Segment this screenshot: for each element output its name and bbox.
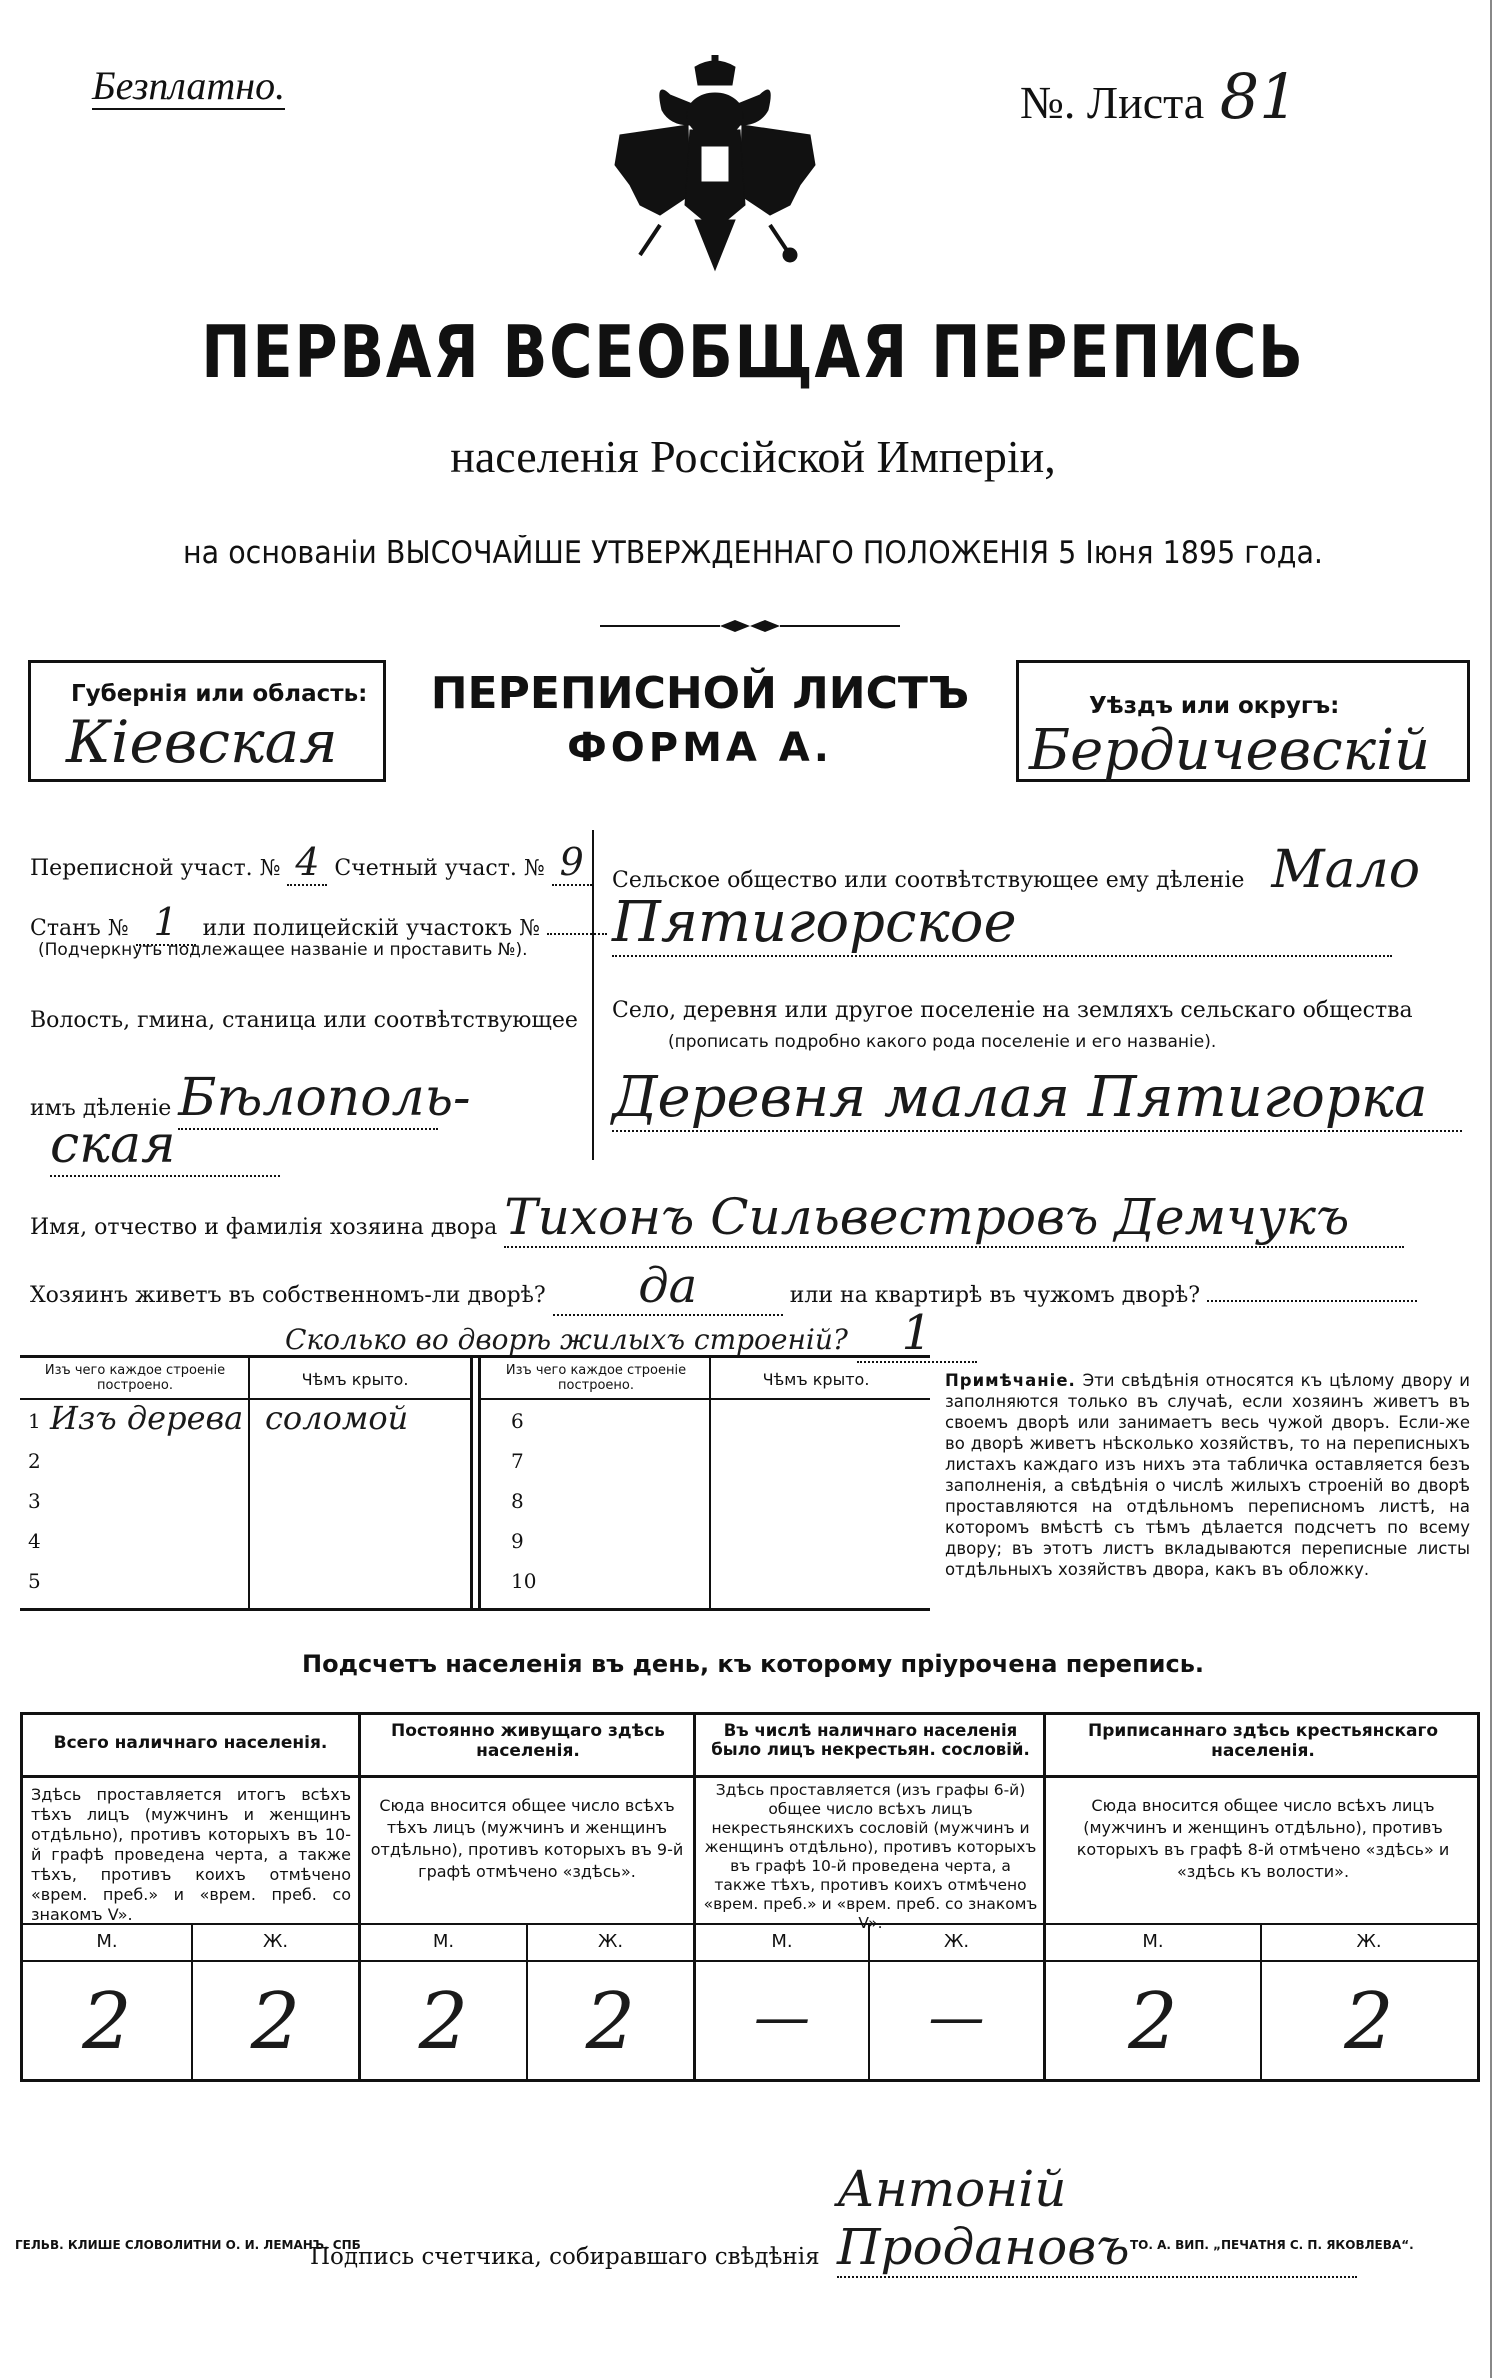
gubernia-label: Губернія или область: xyxy=(71,681,368,707)
pop-col1-m-label: М. xyxy=(96,1931,118,1952)
village-label: Село, деревня или другое поселеніе на земляхъ сельскаго общества xyxy=(612,998,1413,1023)
col-material-header-left: Изъ чего каждое строеніе построено. xyxy=(44,1363,226,1393)
pop-col1-desc: Здѣсь проставляется итогъ всѣхъ тѣхъ лицъ (мужчинъ и женщинъ отдѣльно), противъ которыхъ въ 10-й графѣ проведена черта, а также тѣхъ, противъ коихъ отмѣчено «врем. преб.» и «врем. преб. со знакомъ V». xyxy=(31,1785,351,1924)
census-area-field: Переписной участ. № 4 Счетный участ. № 9 xyxy=(30,840,592,886)
underline-note: (Подчеркнуть подлежащее названіе и проставить №). xyxy=(38,940,528,960)
table-row: 6 xyxy=(511,1409,524,1433)
gubernia-box xyxy=(28,660,386,782)
gubernia-value: Кіевская xyxy=(66,708,338,776)
table-row: 8 xyxy=(511,1489,524,1513)
pop-col2-desc: Сюда вносится общее число всѣхъ тѣхъ лицъ (мужчинъ и женщинъ отдѣльно), противъ которыхъ въ 9-й графѣ отмѣчено «здѣсь». xyxy=(370,1796,684,1881)
note-heading: Примѣчаніе. xyxy=(945,1371,1076,1390)
table-row: 1 Изъ дерева соломой xyxy=(28,1399,409,1437)
printer-left: ГЕЛЬВ. КЛИШЕ СЛОВОЛИТНИ О. И. ЛЕМАНЪ. СПБ xyxy=(15,2238,361,2252)
owner-field: Имя, отчество и фамилія хозяина двора Тихонъ Сильвестровъ Демчукъ xyxy=(30,1188,1404,1248)
pop-col3-m-label: М. xyxy=(771,1931,793,1952)
col-roof-header-right: Чѣмъ крыто. xyxy=(762,1370,870,1389)
pop-col2-f-value: 2 xyxy=(585,1977,636,2067)
pop-col2-title: Постоянно живущаго здѣсь населенія. xyxy=(391,1721,665,1761)
pop-col4-desc: Сюда вносится общее число всѣхъ лицъ (мужчинъ и женщинъ отдѣльно), противъ которыхъ въ графѣ 8-й отмѣчено «здѣсь» и «здѣсь къ волости». xyxy=(1076,1796,1450,1881)
printer-right: ТО. А. ВИП. „ПЕЧАТНЯ С. П. ЯКОВЛЕВА“. xyxy=(1130,2238,1414,2252)
form-subtitle: ФОРМА А. xyxy=(567,725,833,771)
free-label: Безплатно. xyxy=(92,63,286,108)
table-row: 3 xyxy=(28,1489,41,1513)
society-value-cont: Пятигорское xyxy=(612,890,1392,957)
pop-col3-desc: Здѣсь проставляется (изъ графы 6-й) общее число всѣхъ лицъ некрестьянскихъ сословій (мужчинъ и женщинъ отдѣльно), противъ которыхъ въ графѣ 10-й проведена черта, а также тѣхъ, противъ коихъ отмѣчено «врем. преб.» и «врем. преб. со знакомъ V». xyxy=(703,1781,1038,1932)
buildings-count-field: Сколько во дворѣ жилыхъ строеній? 1 xyxy=(285,1305,977,1363)
pop-col4-f-value: 2 xyxy=(1344,1977,1394,2067)
pop-col1-title: Всего наличнаго населенія. xyxy=(53,1733,328,1753)
note-text: Эти свѣдѣнія относятся къ цѣлому двору и заполняются только въ случаѣ, если хозяинъ живетъ въ своемъ дворѣ или занимаетъ весь чужой дворъ. Если-же во дворѣ живетъ нѣсколько хозяйствъ, то на переписныхъ листахъ каждаго изъ нихъ эта табличка оставляется безъ заполненія, а свѣдѣнія о числѣ жилыхъ строеній во дворѣ проставляются на отдѣльномъ переписномъ листѣ, на которомъ вмѣстѣ съ тѣмъ дѣлается подсчетъ по всему двору; въ этотъ листъ вкладываются переписные листы отдѣльныхъ хозяйствъ двора, какъ въ обложку. xyxy=(945,1371,1471,1579)
pop-col1-f-label: Ж. xyxy=(262,1931,289,1952)
subtitle: населенія Россійской Имперіи, xyxy=(450,431,1056,482)
note-block xyxy=(945,1370,1470,1580)
table-row: 9 xyxy=(511,1529,524,1553)
sheet-number: №. Листа 81 xyxy=(1020,60,1299,133)
population-table xyxy=(20,1712,1480,2082)
pop-col2-m-value: 2 xyxy=(418,1977,469,2067)
main-title: ПЕРВАЯ ВСЕОБЩАЯ ПЕРЕПИСЬ xyxy=(201,310,1305,394)
population-heading: Подсчетъ населенія въ день, къ которому пріурочена перепись. xyxy=(302,1650,1204,1678)
pop-col3-f-label: Ж. xyxy=(943,1931,970,1952)
buildings-table xyxy=(20,1355,930,1611)
signature-field: Подпись счетчика, собиравшаго свѣдѣнія Антоній Продановъ xyxy=(310,2160,1357,2278)
basis-line: на основаніи ВЫСОЧАЙШЕ УТВЕРЖДЕННАГО ПОЛОЖЕНІЯ 5 Іюня 1895 года. xyxy=(183,535,1323,571)
pop-col3-m-value: — xyxy=(754,1985,810,2050)
ornament-divider xyxy=(600,618,900,632)
stan-field: Станъ № 1 или полицейскій участокъ № xyxy=(30,900,607,946)
table-row: 10 xyxy=(511,1569,537,1593)
society-field: Сельское общество или соотвѣтствующее ему дѣленіе Мало xyxy=(612,840,1421,900)
pop-col4-m-value: 2 xyxy=(1128,1977,1178,2067)
table-row: 2 xyxy=(28,1449,41,1473)
table-row: 7 xyxy=(511,1449,524,1473)
fields-divider xyxy=(592,830,594,1160)
col-material-header-right: Изъ чего каждое строеніе построено. xyxy=(505,1363,687,1393)
pop-col1-m-value: 2 xyxy=(82,1977,132,2067)
pop-col2-f-label: Ж. xyxy=(597,1931,624,1952)
village-note: (прописать подробно какого рода поселеніе и его названіе). xyxy=(668,1032,1217,1052)
page-edge xyxy=(1490,0,1492,2378)
coat-of-arms-icon xyxy=(600,55,830,280)
pop-col4-m-label: М. xyxy=(1142,1931,1164,1952)
volost-label: Волость, гмина, станица или соотвѣтствующее xyxy=(30,1008,578,1033)
uezd-label: Уѣздъ или округъ: xyxy=(1089,693,1340,719)
table-row: 4 xyxy=(28,1529,41,1553)
pop-col2-m-label: М. xyxy=(432,1931,455,1952)
uezd-box xyxy=(1016,660,1470,782)
pop-col4-f-label: Ж. xyxy=(1356,1931,1382,1952)
own-yard-field: Хозяинъ живетъ въ собственномъ-ли дворѣ? да или на квартирѣ въ чужомъ дворѣ? xyxy=(30,1258,1417,1316)
pop-col4-title: Приписаннаго здѣсь крестьянскаго населенія. xyxy=(1087,1721,1439,1761)
volost-value-cont: ская xyxy=(50,1115,280,1177)
volost-field: имъ дѣленіе Бѣлополь- xyxy=(30,1068,471,1128)
col-roof-header-left: Чѣмъ крыто. xyxy=(301,1370,409,1389)
pop-col3-title: Въ числѣ наличнаго населенія было лицъ некрестьян. сословій. xyxy=(711,1721,1030,1759)
table-row: 5 xyxy=(28,1569,41,1593)
form-title: ПЕРЕПИСНОЙ ЛИСТЪ xyxy=(430,668,970,719)
uezd-value: Бердичевскій xyxy=(1029,718,1431,783)
pop-col3-f-value: — xyxy=(928,1985,985,2050)
pop-col1-f-value: 2 xyxy=(250,1977,301,2067)
village-value: Деревня малая Пятигорка xyxy=(612,1065,1462,1132)
